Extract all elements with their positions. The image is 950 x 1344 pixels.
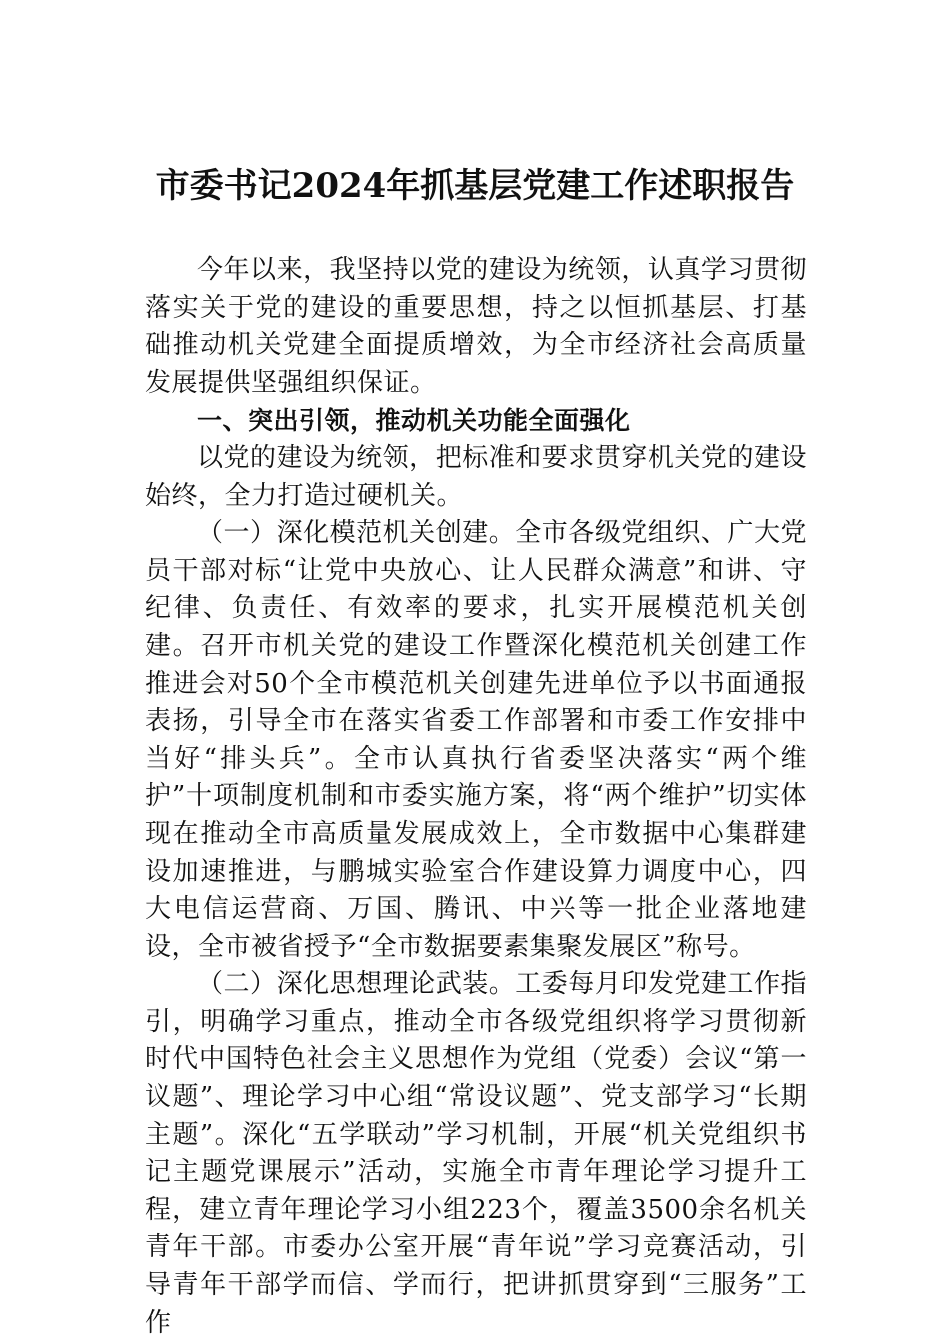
document-title: 市委书记2024年抓基层党建工作述职报告: [155, 166, 795, 206]
item-text-2: 工委每月印发党建工作指引，明确学习重点，推动全市各级党组织将学习贯彻新时代中国特色社会主义思想作为党组（党委）会议“第一议题”、理论学习中心组“常设议题”、党支部学习“长期主题”。深化“五学联动”学习机制，开展“机关党组织书记主题党课展示”活动，实施全市青年理论学习提升工程，建立青年理论学习小组223个，覆盖3500余名机关青年干部。市委办公室开展“青年说”学习竞赛活动，引导青年干部学而信、学而行，把讲抓贯穿到“三服务”工作: [145, 969, 807, 1338]
intro-paragraph: 今年以来，我坚持以党的建设为统领，认真学习贯彻落实关于党的建设的重要思想，持之以恒抓基层、打基础推动机关党建全面提质增效，为全市经济社会高质量发展提供坚强组织保证。: [145, 255, 807, 398]
document-body: [145, 252, 807, 1342]
item-lead-1: （一）深化模范机关创建。: [197, 518, 516, 549]
section-intro-paragraph: 以党的建设为统领，把标准和要求贯穿机关党的建设始终，全力打造过硬机关。: [145, 442, 807, 511]
item-paragraph-1: [145, 515, 807, 966]
section-heading: 一、突出引领，推动机关功能全面强化: [197, 406, 631, 436]
item-paragraph-2: [145, 966, 807, 1342]
item-lead-2: （二）深化思想理论武装。: [197, 969, 516, 1000]
item-text-1: 全市各级党组织、广大党员干部对标“让党中央放心、让人民群众满意”和讲、守纪律、负责任、有效率的要求，扎实开展模范机关创建。召开市机关党的建设工作暨深化模范机关创建工作推进会对50个全市模范机关创建先进单位予以书面通报表扬，引导全市在落实省委工作部署和市委工作安排中当好“排头兵”。全市认真执行省委坚决落实“两个维护”十项制度机制和市委实施方案，将“两个维护”切实体现在推动全市高质量发展成效上，全市数据中心集群建设加速推进，与鹏城实验室合作建设算力调度中心，四大电信运营商、万国、腾讯、中兴等一批企业落地建设，全市被省授予“全市数据要素集聚发展区”称号。: [145, 518, 807, 962]
